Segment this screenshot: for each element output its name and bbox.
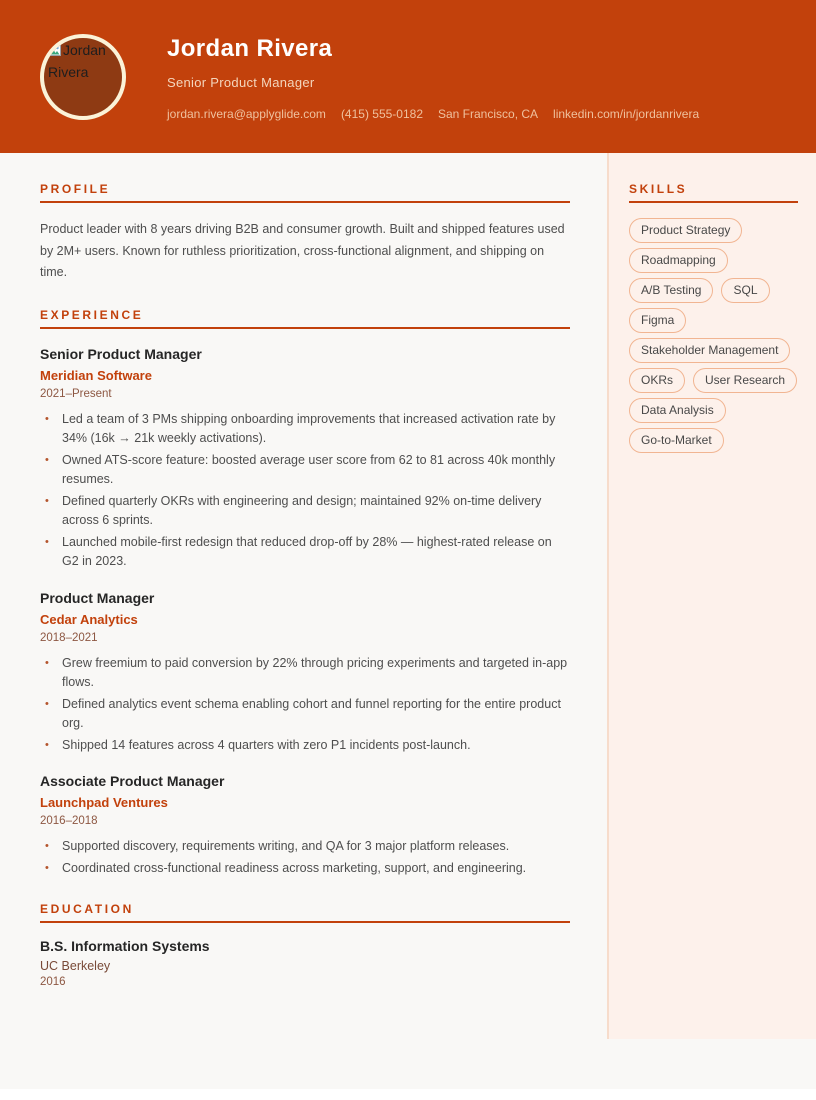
skill-pill: Data Analysis: [629, 398, 726, 423]
job-dates: 2016–2018: [40, 815, 98, 827]
header-text: [167, 33, 699, 121]
company-name: Meridian Software: [40, 367, 152, 383]
contact-row: [167, 107, 699, 121]
skill-pill: Stakeholder Management: [629, 338, 790, 363]
graduation-year: 2016: [40, 976, 66, 988]
skill-pill: A/B Testing: [629, 278, 713, 303]
avatar-alt-text: Jordan Rivera: [48, 41, 106, 80]
resume-header: [0, 0, 816, 153]
job-dates: 2018–2021: [40, 631, 98, 644]
education-heading: EDUCATION: [40, 902, 570, 923]
job-bullet: • Supported discovery, requirements writing, and QA for 3 major platform releases.: [40, 837, 570, 857]
skill-pill: Product Strategy: [629, 218, 742, 243]
skills-sidebar: [607, 153, 816, 1039]
job-title: Product Manager: [40, 589, 155, 606]
skills-list: [629, 218, 798, 453]
school: UC Berkeley: [40, 959, 111, 973]
job-title: Senior Product Manager: [40, 345, 202, 362]
job-dates: 2021–Present: [40, 387, 112, 400]
job-bullet: • Defined quarterly OKRs with engineering and design; maintained 92% on-time delivery across 6 sprints.: [40, 492, 570, 531]
job-bullets: [40, 837, 570, 878]
profile-section: [40, 182, 570, 284]
job-entry: [40, 773, 570, 878]
job-bullet: • Launched mobile-first redesign that reduced drop-off by 28% — highest-rated release on G2 in 2023.: [40, 533, 570, 572]
skill-pill: Roadmapping: [629, 248, 728, 273]
contact-linkedin: linkedin.com/in/jordanrivera: [553, 106, 700, 121]
skill-pill: Figma: [629, 308, 686, 333]
job-bullet: • Led a team of 3 PMs shipping onboarding improvements that increased activation rate by 34% (16k → 21k weekly activations).: [40, 410, 570, 449]
job-entry: [40, 590, 570, 756]
contact-location: San Francisco, CA: [438, 106, 539, 121]
experience-section: [40, 308, 570, 879]
page-title-name: Jordan Rivera: [167, 34, 333, 62]
avatar: [40, 34, 126, 120]
skills-heading: SKILLS: [629, 182, 798, 203]
job-entry: [40, 346, 570, 572]
experience-heading: EXPERIENCE: [40, 308, 570, 329]
contact-email: jordan.rivera@applyglide.com: [167, 106, 326, 121]
job-bullet: • Defined analytics event schema enabling cohort and funnel reporting for the entire product org.: [40, 695, 570, 734]
broken-image-icon: [48, 41, 61, 62]
job-title: Associate Product Manager: [40, 773, 225, 789]
degree: B.S. Information Systems: [40, 938, 210, 954]
company-name: Launchpad Ventures: [40, 795, 168, 810]
job-bullets: [40, 654, 570, 756]
company-name: Cedar Analytics: [40, 611, 138, 627]
job-bullet: • Owned ATS-score feature: boosted average user score from 62 to 81 across 40k monthly resumes.: [40, 451, 570, 490]
content-wrapper: [0, 153, 816, 1089]
job-bullets: [40, 410, 570, 572]
profile-heading: PROFILE: [40, 182, 570, 203]
job-bullet: • Coordinated cross-functional readiness across marketing, support, and engineering.: [40, 859, 570, 879]
skill-pill: User Research: [693, 368, 797, 393]
skill-pill: Go-to-Market: [629, 428, 724, 453]
profile-summary: Product leader with 8 years driving B2B and consumer growth. Built and shipped features used by 2M+ users. Known for ruthless prioritization, cross-functional alignment, and shipping on time.: [40, 222, 565, 279]
skill-pill: SQL: [721, 278, 769, 303]
main-column: [0, 153, 607, 1039]
education-section: [40, 902, 570, 989]
skill-pill: OKRs: [629, 368, 685, 393]
education-entry: [40, 938, 570, 989]
job-bullet: • Shipped 14 features across 4 quarters with zero P1 incidents post-launch.: [40, 736, 570, 756]
job-headline: Senior Product Manager: [167, 74, 315, 90]
contact-phone: (415) 555-0182: [340, 106, 423, 121]
job-bullet: • Grew freemium to paid conversion by 22% through pricing experiments and targeted in-app flows.: [40, 654, 570, 693]
